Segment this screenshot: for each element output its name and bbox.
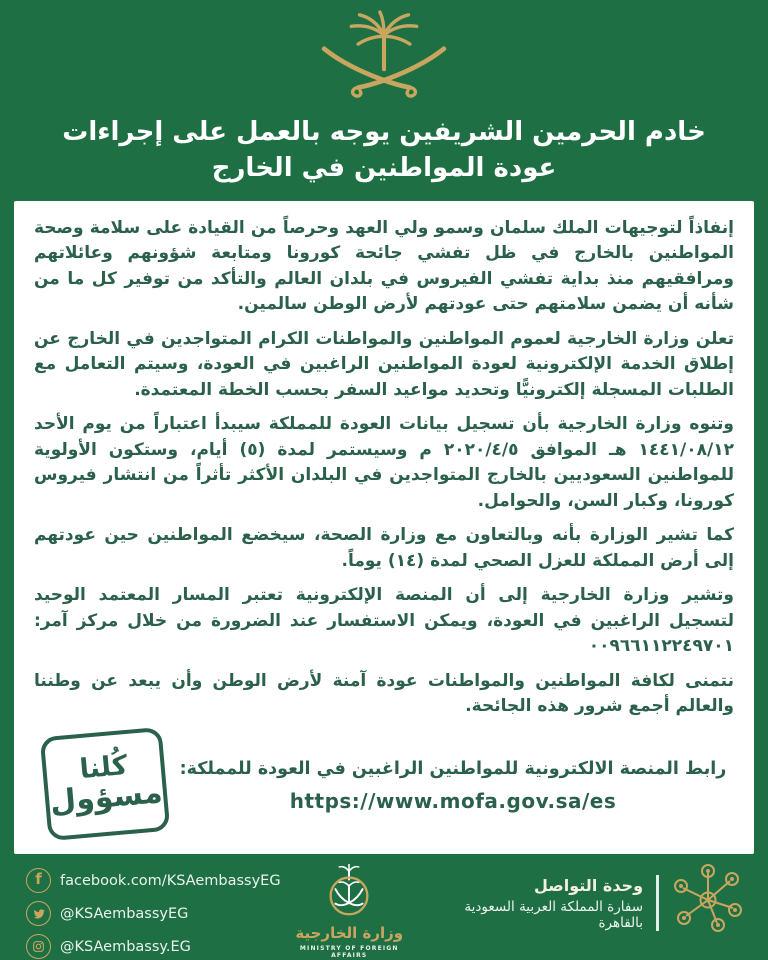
instagram-handle: @KSAembassy.EG — [60, 938, 191, 955]
body-paragraph-2: تعلن وزارة الخارجية لعموم المواطنين والمواطنات الكرام المتواجدين في الخارج عن إطلاق الخدمة الإلكترونية لعودة المواطنين الراغبين في العودة، وسيتم التعامل مع الطلبات المسجلة إلكترونيًّا وتحديد مواعيد السفر بحسب الخطة المعتمدة. — [34, 328, 734, 400]
page-title: خادم الحرمين الشريفين يوجه بالعمل على إجراءات عودة المواطنين في الخارج — [62, 117, 706, 184]
body-paragraph-4: كما تشير الوزارة بأنه وبالتعاون مع وزارة الصحة، سيخضع المواطنين حين عودتهم إلى أرض المملكة للعزل الصحي لمدة (١٤) يوماً. — [34, 525, 734, 571]
facebook-link[interactable] — [26, 868, 281, 893]
body-paragraph-1: إنفاذاً لتوجيهات الملك سلمان وسمو ولي العهد وحرصاً من القيادة على سلامة وصحة المواطنين بالخارج في ظل تفشي جائحة كورونا ومتابعة شؤونهم وعائلاتهم ومرافقيهم منذ بداية تفشي الفيروس في بلدان العالم والتأكد من توفير كل ما من شأنه أن يضمن سلامتهم حتى عودتهم لأرض الوطن سالمين. — [34, 217, 734, 315]
facebook-handle: facebook.com/KSAembassyEG — [60, 872, 281, 889]
contact-unit-subtitle: سفارة المملكة العربية السعودية بالقاهرة — [464, 898, 644, 931]
stamp-line-2: مسؤول — [48, 775, 164, 821]
footer — [0, 854, 768, 960]
instagram-link[interactable] — [26, 934, 281, 959]
twitter-icon — [26, 901, 51, 926]
twitter-handle: @KSAembassyEG — [60, 905, 189, 922]
content-panel — [14, 201, 754, 854]
body-paragraph-3: وتنوه وزارة الخارجية بأن تسجيل بيانات العودة للمملكة سيبدأ اعتباراً من يوم الأحد ١٤٤١/٠٨/١٢ هـ الموافق ٢٠٢٠/٤/٥ م وسيستمر لمدة (٥) أيام، وستكون الأولوية للمواطنين السعوديين بالخارج المتواجدين في البلدان الأكثر تأثراً من انتشار فيروس كورونا، وكبار السن، والحوامل. — [34, 414, 734, 511]
stamp-line-1: كُلنا — [78, 750, 129, 786]
mofa-arabic-calligraphy: وزارة الخارجية — [295, 924, 404, 942]
mofa-logo — [281, 864, 418, 959]
platform-link-block — [172, 759, 734, 813]
kulluna-masool-stamp — [40, 727, 171, 841]
body-paragraph-5: وتشير وزارة الخارجية إلى أن المنصة الإلكترونية تعتبر المسار المعتمد الوحيد لتسجيل الراغبين في العودة، ويمكن الاستفسار عند الضرورة من خلال مركز آمر: ٠٠٩٦٦١١٢٢٤٩٧٠١ — [34, 585, 734, 657]
contact-unit — [418, 868, 744, 938]
header — [0, 0, 768, 201]
network-nodes-icon — [672, 868, 744, 938]
social-links — [26, 868, 281, 959]
instagram-icon — [26, 934, 51, 959]
contact-unit-text — [418, 876, 643, 931]
platform-link-url[interactable]: https://www.mofa.gov.sa/es — [289, 789, 617, 813]
contact-unit-title: وحدة التواصل — [534, 875, 644, 895]
platform-link-label: رابط المنصة الالكترونية للمواطنين الراغبين في العودة للمملكة: — [179, 759, 727, 779]
vertical-divider — [656, 875, 659, 931]
facebook-icon: f — [26, 868, 51, 893]
panel-bottom-row — [34, 730, 734, 846]
twitter-link[interactable] — [26, 901, 281, 926]
mofa-emblem-icon — [323, 864, 375, 922]
mofa-english-caption: MINISTRY OF FOREIGN AFFAIRS — [299, 945, 399, 959]
body-paragraph-6: نتمنى لكافة المواطنين والمواطنات عودة آمنة لأرض الوطن وأن يبعد عن وطننا والعالم أجمع شرور هذه الجائحة. — [34, 670, 734, 717]
saudi-palm-and-swords-icon — [0, 0, 768, 114]
